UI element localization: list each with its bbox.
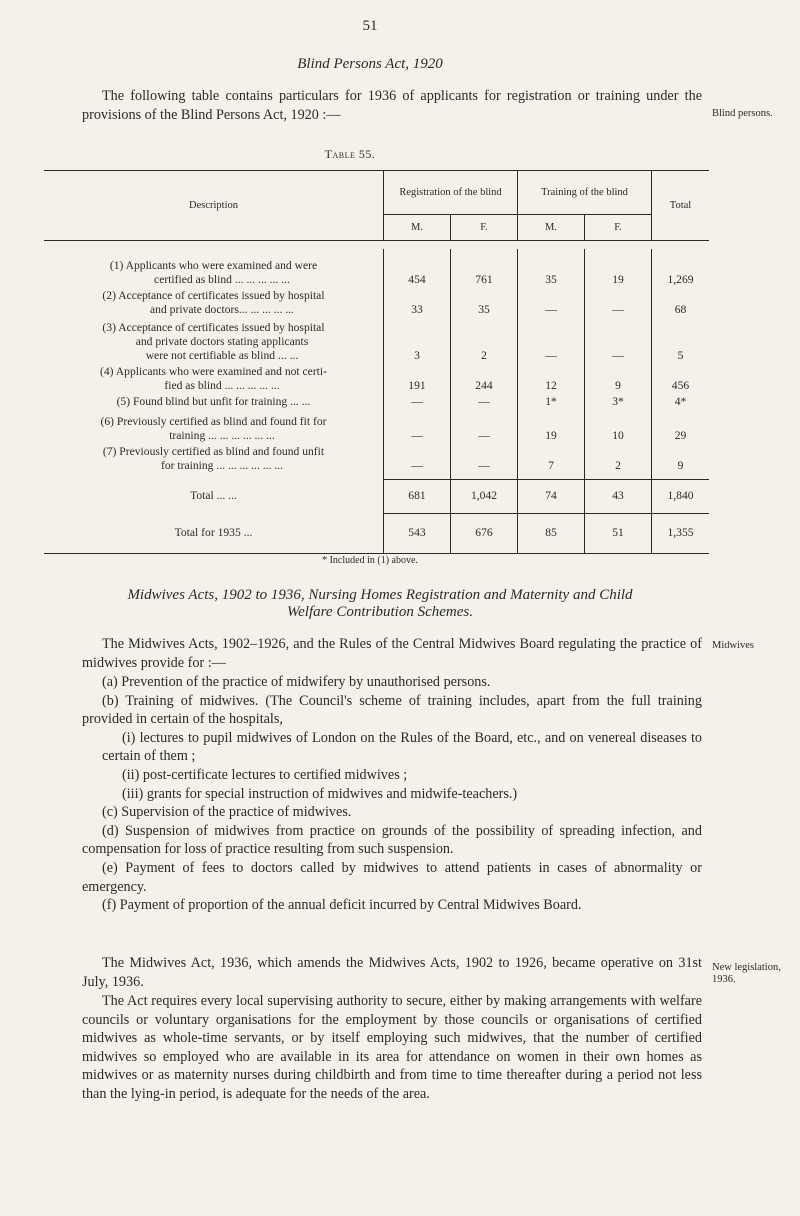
- margin-note-new-legislation: New legislation, 1936.: [712, 962, 781, 985]
- provisions-list: [82, 673, 702, 915]
- section-heading-blind-persons-act: [0, 56, 740, 73]
- heading-line-2: Welfare Contribution Schemes.: [287, 604, 473, 620]
- table-row: (6) Previously certified as blind and found fit for training ... ... ... ... ... ... — — 19 10 29: [44, 409, 709, 443]
- heading-italic: Blind Persons Act,: [297, 56, 410, 72]
- list-item: (f) Payment of proportion of the annual deficit incurred by Central Midwives Board.: [102, 897, 582, 914]
- list-item: (i) lectures to pupil midwives of London on the Rules of the Board, etc., and on venereal diseases to certain of them ;: [102, 729, 702, 765]
- header-registration: Registration of the blind: [384, 171, 518, 215]
- caption-label: Table: [324, 147, 356, 161]
- margin-note-midwives: Midwives: [712, 640, 754, 651]
- caption-number: 55.: [355, 147, 376, 161]
- table-total-1935-row: Total for 1935 ... 543 676 85 51 1,355: [44, 513, 709, 553]
- header-train-female: F.: [585, 215, 652, 241]
- list-item: (iii) grants for special instruction of midwives and midwife-teachers.): [122, 785, 518, 802]
- intro-paragraph: The following table contains particulars for 1936 of applicants for registration or training under the provisions of the Blind Persons Act, 1920 :—: [82, 88, 702, 123]
- header-training: Training of the blind: [518, 171, 652, 215]
- table-footnote: * Included in (1) above.: [322, 555, 418, 566]
- list-item: (e) Payment of fees to doctors called by midwives to attend patients in cases of abnormality or emergency.: [82, 859, 702, 895]
- list-item: (a) Prevention of the practice of midwifery by unauthorised persons.: [102, 674, 491, 690]
- blind-persons-table: [44, 170, 709, 554]
- header-reg-female: F.: [451, 215, 518, 241]
- header-reg-male: M.: [384, 215, 451, 241]
- list-item: (d) Suspension of midwives from practice on grounds of the possibility of spreading infection, and compensation for loss of practice resulting from such suspension.: [82, 822, 702, 858]
- margin-note-blind-persons: Blind persons.: [712, 108, 773, 119]
- section-heading-midwives-acts: [40, 587, 720, 621]
- header-train-male: M.: [518, 215, 585, 241]
- header-total: Total: [652, 171, 710, 241]
- table-caption: [0, 147, 700, 162]
- heading-line-1: Midwives Acts, 1902 to 1936, Nursing Homes Registration and Maternity and Child: [127, 587, 633, 603]
- list-item: (c) Supervision of the practice of midwives.: [102, 804, 352, 821]
- new-act-paragraph: The Midwives Act, 1936, which amends the Midwives Acts, 1902 to 1926, became operative on 31st July, 1936.: [82, 955, 702, 990]
- header-description: Description: [189, 199, 238, 211]
- page-number: 51: [362, 18, 378, 34]
- table-row: (5) Found blind but unfit for training ... ... — — 1* 3* 4*: [44, 393, 709, 409]
- requirement-paragraph: The Act requires every local supervising authority to secure, either by making arrangements with welfare councils or voluntary organisations for the employment by those councils or organisations of certified midwives as whole-time servants, or by itself employing such midwives, that the number of certified midwives so employed who are available in its area for attendance on women in their own homes as midwives or as maternity nurses during childbirth and from time to time thereafter during a period not less than the lying-in period, is adequate for the needs of the area.: [82, 993, 702, 1102]
- table-row: (1) Applicants who were examined and were certified as blind ... ... ... ... ... 454 761 35 19 1,269: [44, 249, 709, 287]
- table-total-row: Total ... ... 681 1,042 74 43 1,840: [44, 479, 709, 513]
- table-row: (7) Previously certified as blind and found unfit for training ... ... ... ... ... ... — — 7 2 9: [44, 443, 709, 479]
- heading-year: 1920: [409, 56, 443, 72]
- table-row: (4) Applicants who were examined and not certi- fied as blind ... ... ... ... ... 191 244 12 9 456: [44, 363, 709, 393]
- midwives-intro: The Midwives Acts, 1902–1926, and the Rules of the Central Midwives Board regulating the practice of midwives provide for :—: [82, 636, 702, 671]
- list-item: (ii) post-certificate lectures to certified midwives ;: [122, 766, 408, 783]
- list-item: (b) Training of midwives. (The Council's scheme of training includes, apart from the full training provided in certain of the hospitals,: [82, 692, 702, 728]
- table-row: (2) Acceptance of certificates issued by hospital and private doctors... ... ... ... ... 33 35 — — 68: [44, 287, 709, 317]
- table-row: (3) Acceptance of certificates issued by hospital and private doctors stating applicants were not certifiable as blind ... ... 3 2 — — 5: [44, 317, 709, 363]
